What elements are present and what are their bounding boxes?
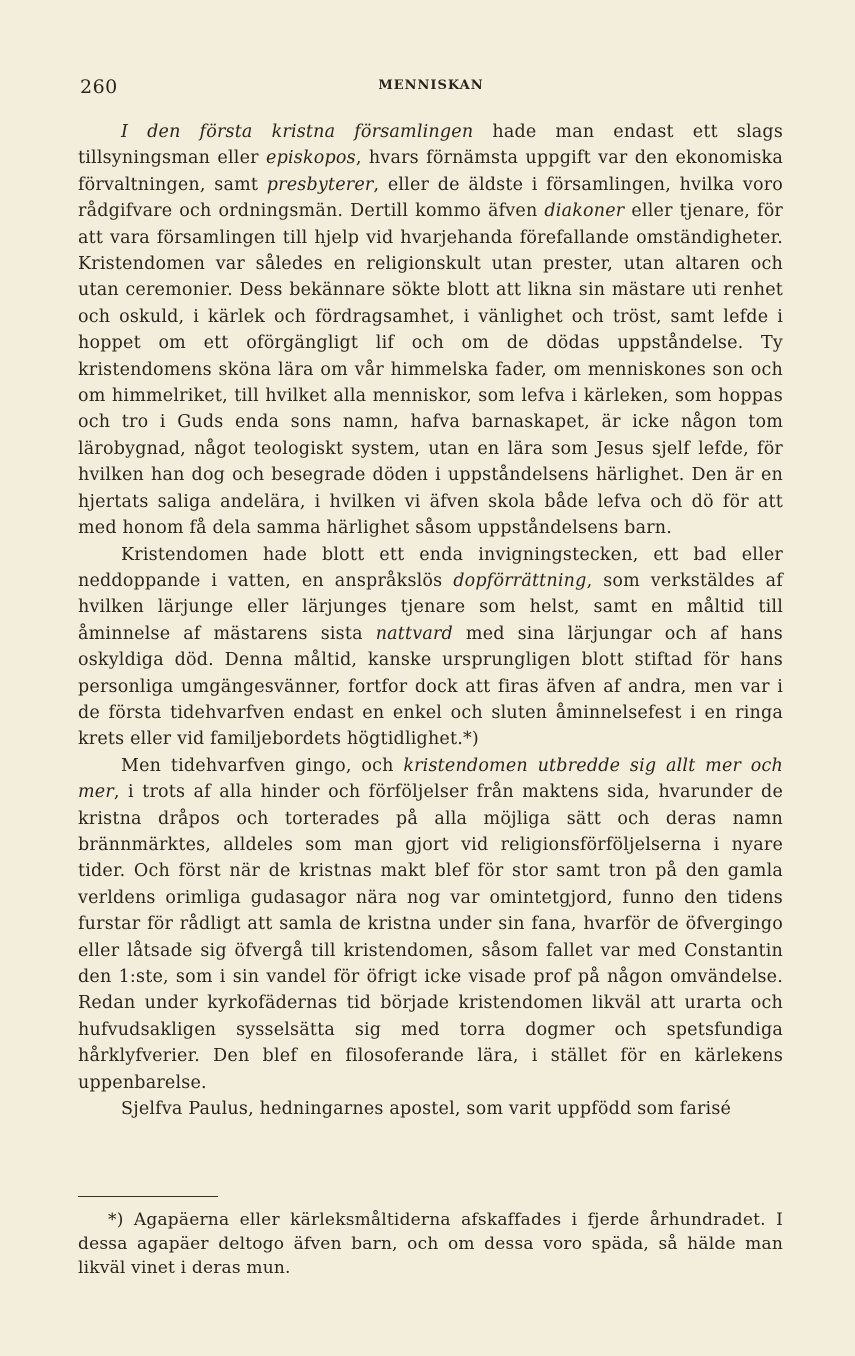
text-run: Sjelfva Paulus, hedningarnes apostel, som varit uppfödd som farisé: [121, 1099, 732, 1120]
text-run: med sina lärjungar och af hans oskyldiga död. Denna måltid, kanske ursprungligen blott stiftad för hans personliga umgängesvänner, fortfor dock att firas äfven af andra, men var i de första tidehvarfven endast en enkel och sluten åminnelsefest i en ringa krets eller vid familjebordets högtidlighet.*): [78, 623, 783, 750]
text-run: , eller de äldste i församlingen, hvilka voro rådgifvare och ordningsmän. Dertill kommo äfven: [78, 174, 783, 222]
footnote: *) Agapäerna eller kärleksmåltiderna afskaffades i fjerde århundradet. I dessa agapäer deltogo äfven barn, och om dessa voro späda, så hälde man likväl vinet i deras mun.: [78, 1210, 783, 1278]
italic-phrase: nattvard: [375, 623, 453, 644]
paragraph: [78, 542, 783, 753]
paragraph: [78, 1096, 783, 1122]
paragraph: [78, 753, 783, 1096]
text-run: , hvars förnämsta uppgift var den ekonomiska förvaltningen, samt: [78, 148, 783, 195]
body-text: [78, 119, 783, 1122]
text-run: , som verkstäldes af hvilken lärjunge eller lärjunges tjenare som helst, samt en måltid till åminnelse af mästarens sista: [78, 570, 783, 644]
footnote-divider: [78, 1196, 218, 1197]
text-run: , i trots af alla hinder och förföljelser från maktens sida, hvarunder de kristna dråpos och torterades på alla möjliga sätt och deras namn brännmärktes, alldeles som man gjort vid religionsförföljelserna i nyare tider. Och först när de kristnas makt blef för stor samt tron på den gamla verldens orimliga gudasagor nära nog var omintetgjord, funno den tidens furstar för rådligt att samla de kristna under sin fana, hvarför de öfvergingo eller låtsade sig öfvergå till kristendomen, såsom fallet var med Constantin den 1:ste, som i sin vandel för öfrigt icke visade prof på någon omvändelse. Redan under kyrkofädernas tid började kristendomen likväl att urarta och hufvudsakligen sysselsätta sig med torra dogmer och spetsfundiga hårklyfverier. Den blef en filosoferande lära, i stället för en kärlekens uppenbarelse.: [78, 782, 783, 1093]
italic-phrase: dopförrättning: [453, 570, 587, 591]
italic-phrase: I den första kristna församlingen: [121, 122, 474, 142]
text-run: Kristendomen hade blott ett enda invigningstecken, ett bad eller neddoppande i vatten, en anspråkslös: [78, 544, 783, 591]
italic-phrase: kristendomen utbredde sig allt mer och mer: [78, 755, 783, 803]
text-run: Men tidehvarfven gingo, och: [121, 755, 404, 776]
text-run: eller tjenare, för att vara församlingen till hjelp vid hvarjehanda förefallande omständigheter. Kristendomen var således en religionskult utan prester, utan altaren och utan ceremonier. Dess bekännare sökte blott att likna sin mästare uti renhet och oskuld, i kärlek och fördragsamhet, i vänlighet och tröst, samt lefde i hoppet om ett oförgängligt lif och om de dödas uppståndelse. Ty kristendomens sköna lära om vår himmelska fader, om menniskones son och om himmelriket, till hvilket alla menniskor, som lefva i kärleken, som hoppas och tro i Guds enda sons namn, hafva barnaskapet, är icke någon tom lärobygnad, något teologiskt system, utan en lära som Jesus sjelf lefde, för hvilken han dog och besegrade döden i uppståndelsens härlighet. Den är en hjertats saliga andelära, i hvilken vi äfven skola både lefva och dö för att med honom få dela samma härlighet såsom uppståndelsens barn.: [78, 201, 783, 539]
italic-phrase: episkopos: [266, 148, 356, 169]
running-head: MENNISKAN: [378, 78, 484, 93]
page-number: 260: [80, 76, 118, 98]
paragraph: [78, 119, 783, 542]
italic-phrase: diakoner: [544, 201, 625, 222]
page-header: [80, 76, 782, 100]
italic-phrase: presbyterer: [266, 174, 374, 195]
text-run: hade man endast ett slags tillsyningsman eller: [78, 122, 783, 169]
